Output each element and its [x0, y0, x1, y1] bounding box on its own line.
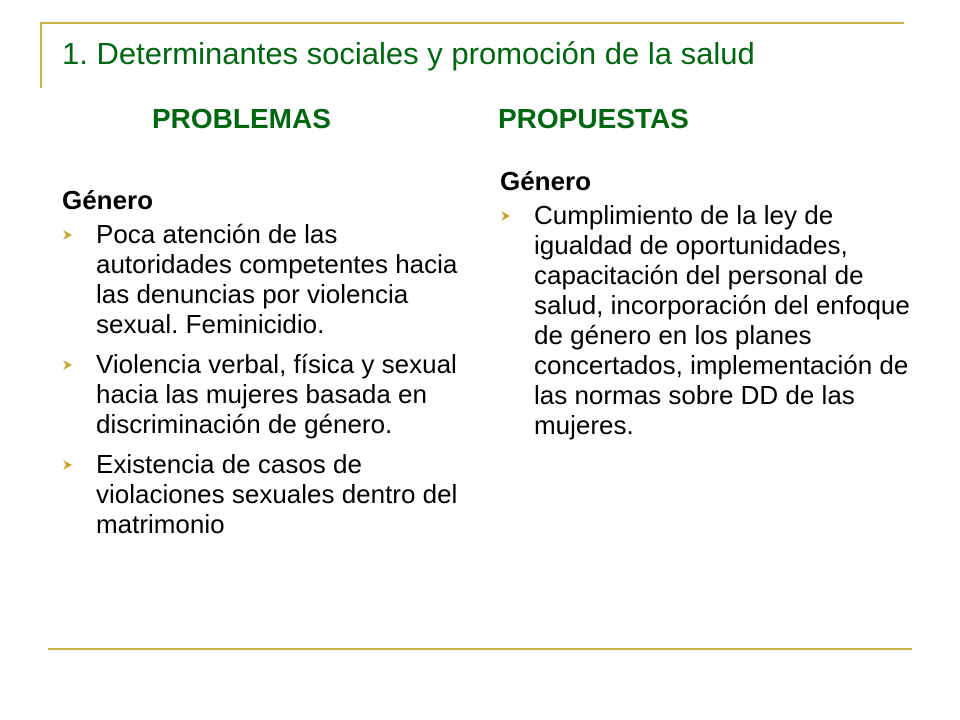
bullet-text: Poca atención de las autoridades competentes hacia las denuncias por violencia sexual. Feminicidio. — [96, 219, 458, 339]
list-item — [62, 449, 462, 539]
arrowhead-bullet-icon — [62, 222, 74, 246]
proposals-column — [500, 166, 910, 450]
bottom-rule — [48, 648, 912, 650]
problems-column — [62, 185, 462, 549]
proposals-list — [500, 200, 910, 440]
problems-heading: PROBLEMAS — [152, 103, 331, 134]
bullet-text: Cumplimiento de la ley de igualdad de oportunidades, capacitación del personal de salud, incorporación del enfoque de género en los planes concertados, implementación de las normas sobre DD de las mujeres. — [534, 200, 910, 440]
slide-title: 1. Determinantes sociales y promoción de la salud — [62, 36, 755, 71]
bullet-text: Violencia verbal, física y sexual hacia las mujeres basada en discriminación de género. — [96, 349, 457, 439]
problems-list — [62, 219, 462, 539]
list-item — [62, 349, 462, 439]
top-rule — [40, 22, 904, 24]
arrowhead-bullet-icon — [500, 203, 512, 227]
proposals-section-label: Género — [500, 166, 592, 196]
arrowhead-bullet-icon — [62, 452, 74, 476]
proposals-heading: PROPUESTAS — [498, 103, 689, 134]
left-rule — [40, 22, 42, 88]
bullet-text: Existencia de casos de violaciones sexuales dentro del matrimonio — [96, 449, 458, 539]
list-item — [500, 200, 910, 440]
list-item — [62, 219, 462, 339]
arrowhead-bullet-icon — [62, 352, 74, 376]
problems-section-label: Género — [62, 185, 154, 215]
